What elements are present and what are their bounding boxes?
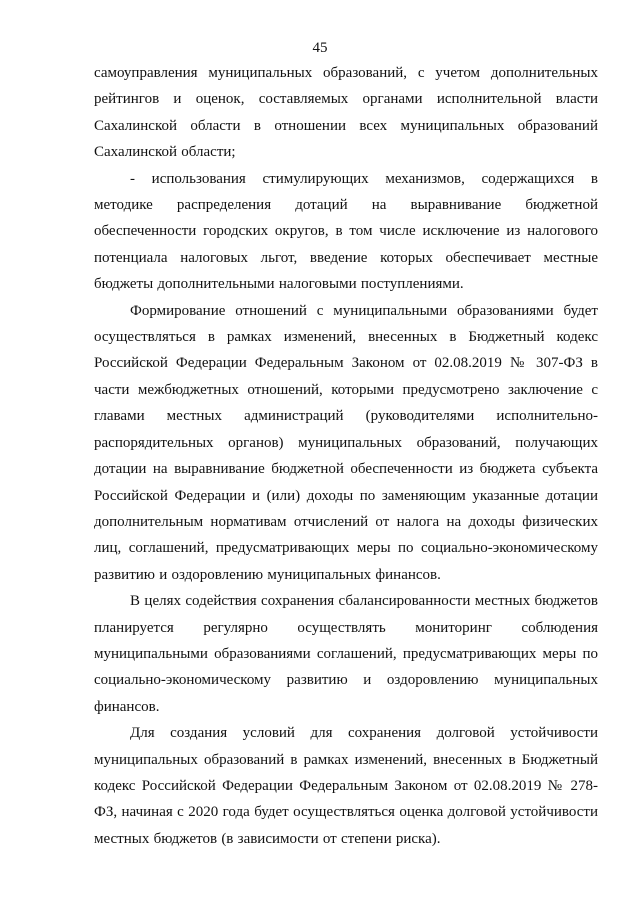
paragraph-continuation: самоуправления муниципальных образований, с учетом дополнительных рейтингов и оценок, составляемых органами исполнительной власти Сахалинской области в отношении всех муниципальных образований Сахалинской области;: [94, 65, 598, 161]
paragraph-debt-sustainability: Для создания условий для сохранения долговой устойчивости муниципальных образований в рамках изменений, внесенных в Бюджетный кодекс Российской Федерации Федеральным Законом от 02.08.2019 № 278-ФЗ, начиная с 2020 года будет осуществляться оценка долговой устойчивости местных бюджетов (в зависимости от степени риска).: [94, 725, 598, 847]
paragraph-relations-formation: Формирование отношений с муниципальными образованиями будет осуществляться в рамках изменений, внесенных в Бюджетный кодекс Российской Федерации Федеральным Законом от 02.08.2019 № 307-ФЗ в части межбюджетных отношений, которыми предусмотрено заключение с главами местных администраций (руководителями исполнительно-распорядительных органов) муниципальных образований, получающих дотации на выравнивание бюджетной обеспеченности из бюджета субъекта Российской Федерации и (или) доходы по заменяющим указанные дотации дополнительным нормативам отчислений от налога на доходы физических лиц, соглашений, предусматривающих меры по социально-экономическому развитию и оздоровлению муниципальных финансов.: [94, 302, 598, 583]
document-body: [94, 60, 598, 852]
paragraph-balance-monitoring: В целях содействия сохранения сбалансированности местных бюджетов планируется регулярно осуществлять мониторинг соблюдения муниципальными образованиями соглашений, предусматривающих меры по социально-экономическому развитию и оздоровлению муниципальных финансов.: [94, 593, 598, 715]
page-number: 45: [312, 40, 328, 56]
paragraph-stimulating-mechanisms: - использования стимулирующих механизмов, содержащихся в методике распределения дотаций на выравнивание бюджетной обеспеченности городских округов, в том числе исключение из налогового потенциала налоговых льгот, введение которых обеспечивает местные бюджеты дополнительными налоговыми поступлениями.: [94, 170, 598, 293]
